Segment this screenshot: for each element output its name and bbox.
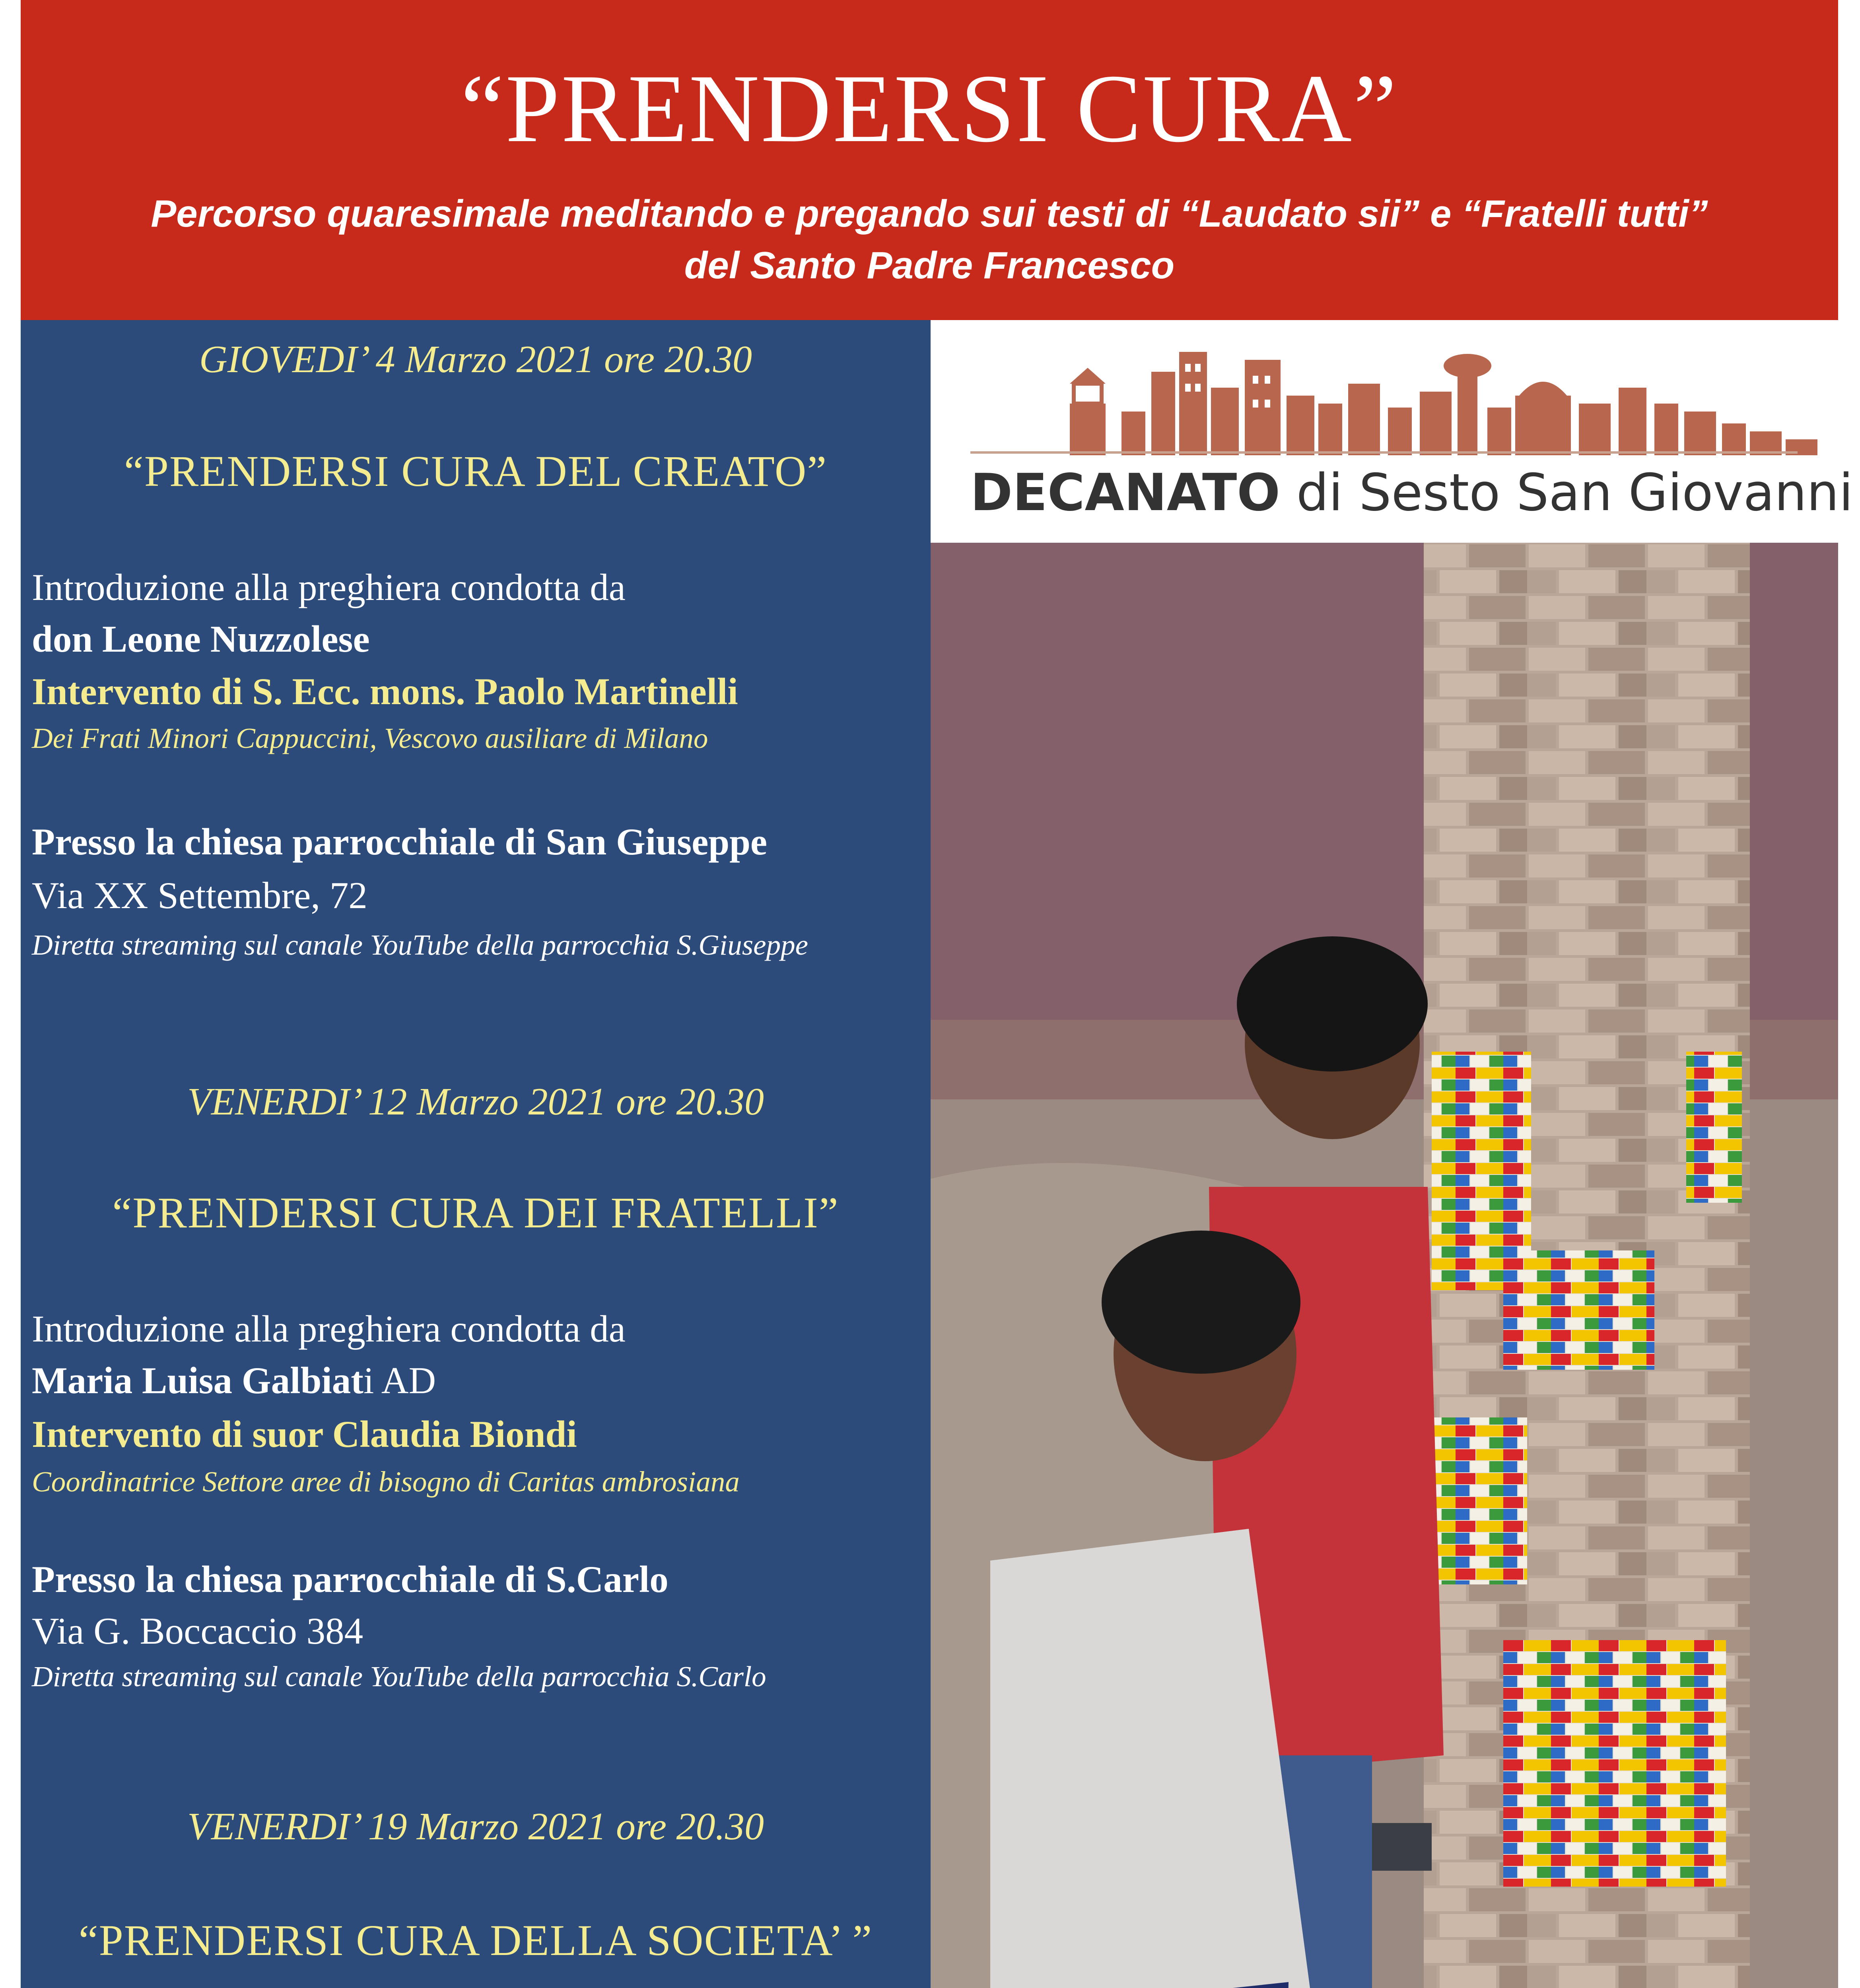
event2-stream: Diretta streaming sul canale YouTube della parrocchia S.Carlo	[32, 1660, 766, 1693]
logo-text-rest: di Sesto San Giovanni	[1280, 463, 1853, 522]
poster-subtitle-line1: Percorso quaresimale meditando e pregando sui testi di “Laudato sii” e “Fratelli tutti”	[151, 192, 1708, 235]
event1-lead: don Leone Nuzzolese	[32, 618, 370, 660]
event1-address: Via XX Settembre, 72	[32, 874, 367, 916]
logo-text	[970, 463, 1853, 522]
event2-lead-suffix: i AD	[363, 1359, 436, 1402]
event1-date: GIOVEDI’ 4 Marzo 2021 ore 20.30	[199, 338, 752, 381]
event1-speaker: Intervento di S. Ecc. mons. Paolo Martinelli	[32, 670, 738, 712]
event1-intro: Introduzione alla preghiera condotta da	[32, 566, 626, 608]
event2-lead	[32, 1359, 436, 1402]
event1-venue: Presso la chiesa parrocchiale di San Giuseppe	[32, 821, 768, 863]
poster-subtitle-line2: del Santo Padre Francesco	[684, 244, 1175, 287]
event3-date: VENERDI’ 19 Marzo 2021 ore 20.30	[187, 1805, 764, 1848]
logo-text-bold: DECANATO	[970, 463, 1281, 522]
poster-title: “PRENDERSI CURA”	[461, 54, 1398, 162]
event3-theme: “PRENDERSI CURA DELLA SOCIETA’ ”	[78, 1916, 873, 1965]
event2-theme: “PRENDERSI CURA DEI FRATELLI”	[112, 1188, 839, 1237]
header-banner	[21, 0, 1838, 320]
event2-venue: Presso la chiesa parrocchiale di S.Carlo	[32, 1558, 669, 1600]
event1-theme: “PRENDERSI CURA DEL CREATO”	[124, 447, 828, 495]
decanato-logo	[931, 320, 1853, 543]
event2-lead-name: Maria Luisa Galbiat	[32, 1359, 363, 1402]
events-panel	[21, 320, 931, 1988]
event2-date: VENERDI’ 12 Marzo 2021 ore 20.30	[187, 1080, 764, 1123]
event2-role: Coordinatrice Settore aree di bisogno di Caritas ambrosiana	[32, 1466, 740, 1498]
logo-baseline	[970, 451, 1798, 454]
event2-speaker: Intervento di suor Claudia Biondi	[32, 1413, 577, 1455]
children-lego-photo	[931, 543, 1838, 1988]
event1-role: Dei Frati Minori Cappuccini, Vescovo ausiliare di Milano	[32, 722, 708, 754]
event2-intro: Introduzione alla preghiera condotta da	[32, 1308, 626, 1350]
event1-stream: Diretta streaming sul canale YouTube della parrocchia S.Giuseppe	[32, 929, 808, 961]
photo-illustration	[931, 543, 1838, 1988]
event2-address: Via G. Boccaccio 384	[32, 1610, 363, 1652]
